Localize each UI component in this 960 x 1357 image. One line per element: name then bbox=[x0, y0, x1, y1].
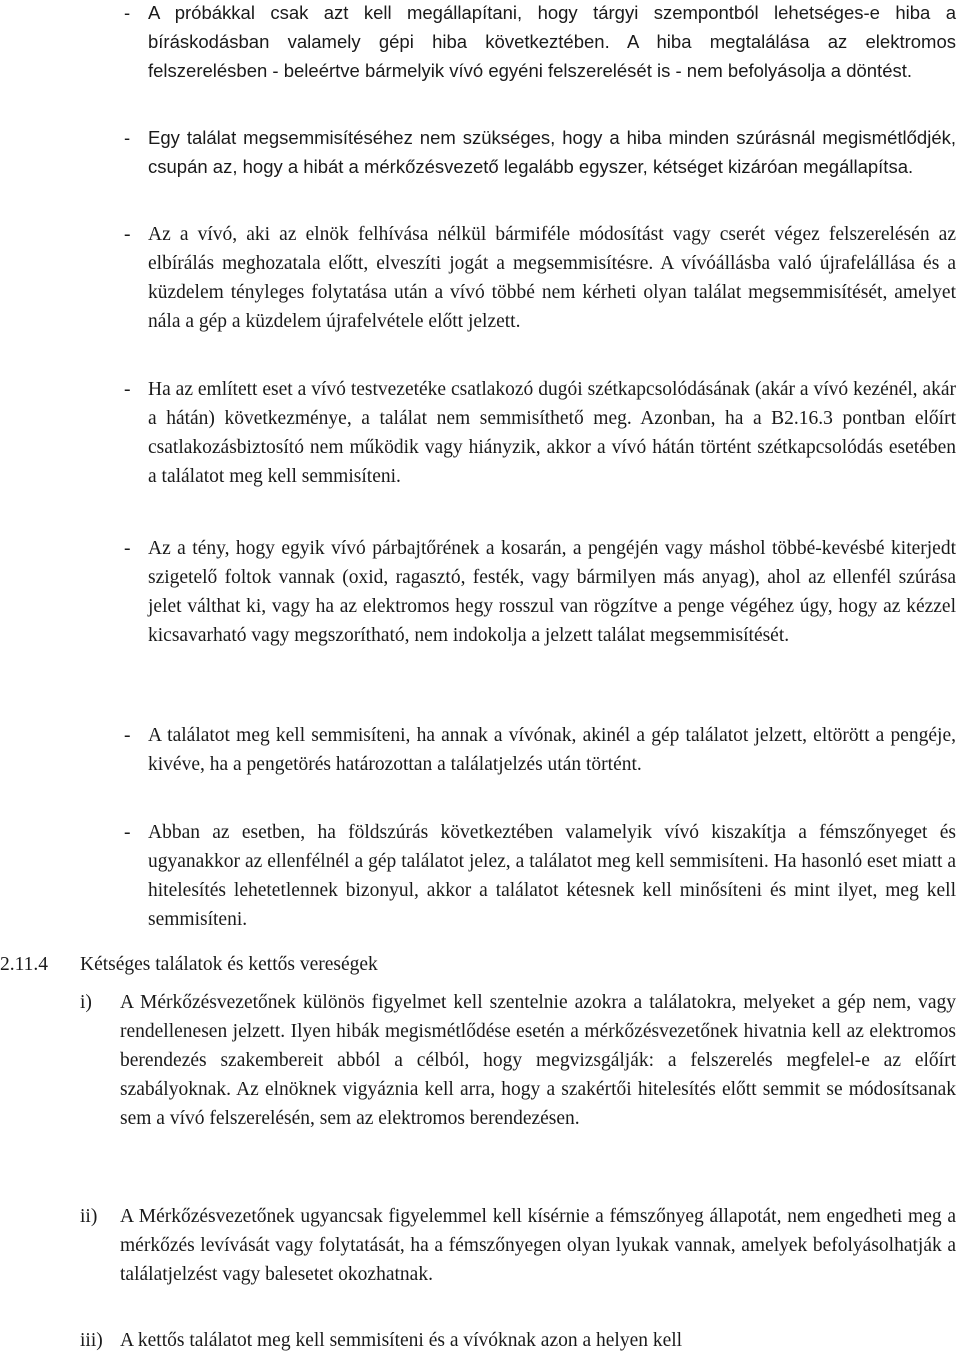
list-item-iii bbox=[80, 1326, 956, 1355]
bullet-paragraph-7 bbox=[124, 818, 956, 934]
bullet-dash: - bbox=[124, 822, 131, 843]
bullet-paragraph-4 bbox=[124, 375, 956, 491]
bullet-dash: - bbox=[124, 538, 131, 559]
section-number: 2.11.4 bbox=[0, 954, 49, 975]
list-item-marker: iii) bbox=[80, 1330, 103, 1351]
bullet-paragraph-1 bbox=[124, 0, 956, 85]
bullet-text: Abban az esetben, ha földszúrás következtében valamelyik vívó kiszakítja a fémszőnyeget és ugyanakkor az ellenfélnél a gép találatot jelez, a találatot meg kell semmisíteni. Ha hasonló eset miatt a hitelesítés lehetetlennek bizonyul, akkor a találatot kétesnek kell minősíteni és mint ilyet, meg kell semmisíteni. bbox=[148, 822, 956, 930]
bullet-dash: - bbox=[124, 379, 131, 400]
list-item-ii bbox=[80, 1202, 956, 1289]
bullet-text: Egy találat megsemmisítéséhez nem szükséges, hogy a hiba minden szúrásnál megismétlődjék, csupán az, hogy a hibát a mérkőzésvezető legalább egyszer, kétséget kizáróan megállapítsa. bbox=[148, 127, 956, 177]
list-item-marker: ii) bbox=[80, 1206, 98, 1227]
list-item-text: A Mérkőzésvezetőnek ugyancsak figyelemmel kell kísérnie a fémszőnyeg állapotát, nem engedheti meg a mérkőzés levívását vagy folytatását, ha a fémszőnyegen olyan lyukak vannak, amelyek befolyásolhatják a találatjelzést vagy balesetet okozhatnak. bbox=[120, 1206, 956, 1285]
bullet-dash: - bbox=[124, 2, 131, 23]
bullet-text: Az a tény, hogy egyik vívó párbajtőrének a kosarán, a pengéjén vagy máshol többé-kevésbé kiterjedt szigetelő foltok vannak (oxid, ragasztó, festék, vagy bármilyen más anyag), ahol az ellenfél szúrása jelet válthat ki, vagy ha az elektromos hegy rosszul van rögzítve a penge végéhez úgy, hogy az kézzel kicsavarható vagy megszorítható, nem indokolja a jelzett találat megsemmisítését. bbox=[148, 538, 956, 646]
list-item-text: A kettős találatot meg kell semmisíteni és a vívóknak azon a helyen kell bbox=[120, 1330, 683, 1351]
bullet-paragraph-2 bbox=[124, 123, 956, 181]
bullet-text: Ha az említett eset a vívó testvezetéke csatlakozó dugói szétkapcsolódásának (akár a vívó kezénél, akár a hátán) következménye, a találat nem semmisíthető meg. Azonban, ha a B2.16.3 pontban előírt csatlakozásbiztosító nem működik vagy hiányzik, akkor a vívó hátán történt szétkapcsolódás esetében a találatot meg kell semmisíteni. bbox=[148, 379, 956, 487]
bullet-text: Az a vívó, aki az elnök felhívása nélkül bármiféle módosítást vagy cserét végez felszerelésén az elbírálás meghozatala előtt, elveszíti jogát a megsemmisítésre. A vívóállásba való újrafelállása és a küzdelem tényleges folytatása után a vívó többé nem kérheti olyan találat megsemmisítését, amelyet nála a gép a küzdelem újrafelvétele előtt jelzett. bbox=[148, 224, 956, 332]
section-title: Kétséges találatok és kettős vereségek bbox=[80, 954, 378, 975]
bullet-text: A találatot meg kell semmisíteni, ha annak a vívónak, akinél a gép találatot jelzett, eltörött a pengéje, kivéve, ha a pengetörés határozottan a találatjelzés után történt. bbox=[148, 725, 956, 775]
bullet-paragraph-5 bbox=[124, 534, 956, 650]
section-heading bbox=[0, 950, 700, 979]
list-item-marker: i) bbox=[80, 992, 92, 1013]
bullet-text: A próbákkal csak azt kell megállapítani, hogy tárgyi szempontból lehetséges-e hiba a bíráskodásban valamely gépi hiba következtében. A hiba megtalálása az elektromos felszerelésben - beleértve bármelyik vívó egyéni felszerelését is - nem befolyásolja a döntést. bbox=[148, 2, 956, 81]
bullet-dash: - bbox=[124, 725, 131, 746]
bullet-paragraph-6 bbox=[124, 721, 956, 779]
bullet-dash: - bbox=[124, 127, 131, 148]
list-item-text: A Mérkőzésvezetőnek különös figyelmet kell szentelnie azokra a találatokra, melyeket a gép nem, vagy rendellenesen jelzett. Ilyen hibák megismétlődése esetén a mérkőzésvezetőnek hivatnia kell az elektromos berendezés szakembereit abból a célból, hogy megvizsgálják: a felszerelés megfelel-e az előírt szabályoknak. Az elnöknek vigyáznia kell arra, hogy a szakértői hitelesítés előtt semmit se módosítsanak sem a vívó felszerelésén, sem az elektromos berendezésen. bbox=[120, 992, 956, 1129]
bullet-paragraph-3 bbox=[124, 220, 956, 336]
bullet-dash: - bbox=[124, 224, 131, 245]
list-item-i bbox=[80, 988, 956, 1133]
